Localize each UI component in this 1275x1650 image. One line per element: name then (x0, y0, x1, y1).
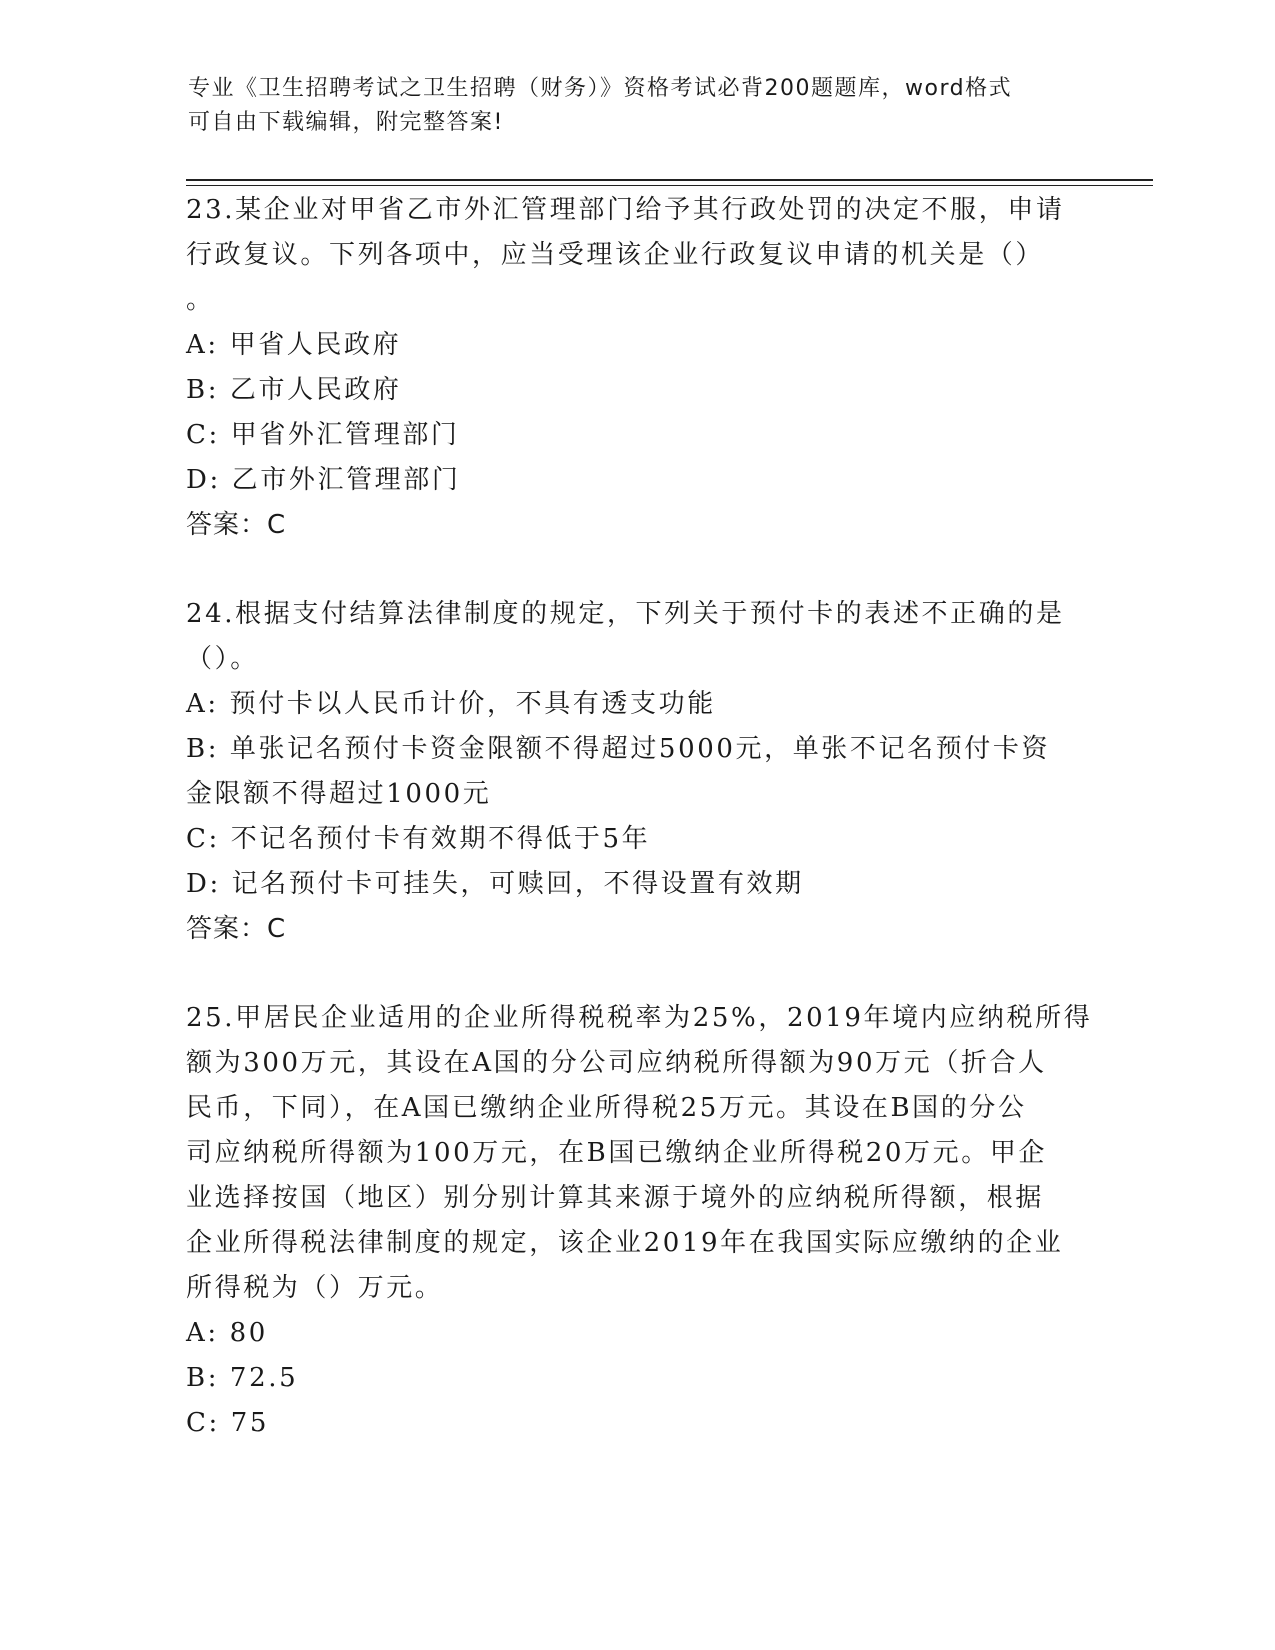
question-stem-line: 业选择按国（地区）别分别计算其来源于境外的应纳税所得额，根据 (186, 1183, 1045, 1213)
option-d: D: 记名预付卡可挂失，可赎回，不得设置有效期 (186, 869, 804, 899)
header-divider-thick (186, 179, 1153, 181)
option-b: B: 单张记名预付卡资金限额不得超过5000元，单张不记名预付卡资 (186, 734, 1051, 764)
question-stem-line: 行政复议。下列各项中，应当受理该企业行政复议申请的机关是（） (186, 240, 1045, 270)
question-list (186, 188, 1093, 1446)
option-b-continued: 金限额不得超过1000元 (186, 779, 492, 809)
header-divider-thin (186, 185, 1153, 186)
question-stem-line: 民币，下同），在A国已缴纳企业所得税25万元。其设在B国的分公 (186, 1093, 1027, 1123)
question-stem-line: 。 (186, 285, 215, 315)
option-b: B: 72.5 (186, 1363, 299, 1393)
option-b: B: 乙市人民政府 (186, 375, 402, 405)
question-stem-line: 所得税为（）万元。 (186, 1273, 444, 1303)
question-24 (186, 592, 1086, 952)
option-a: A: 预付卡以人民币计价，不具有透支功能 (186, 689, 716, 719)
question-stem-line: 24.根据支付结算法律制度的规定，下列关于预付卡的表述不正确的是 (186, 599, 1065, 629)
header-line-1: 专业《卫生招聘考试之卫生招聘（财务）》资格考试必背200题题库，word格式 (188, 76, 1013, 101)
question-25 (186, 996, 1093, 1446)
option-c: C: 75 (186, 1408, 270, 1438)
question-stem-line: 25.甲居民企业适用的企业所得税税率为25%，2019年境内应纳税所得 (186, 1003, 1093, 1033)
answer-line: 答案：C (186, 510, 287, 540)
option-a: A: 甲省人民政府 (186, 330, 402, 360)
option-c: C: 不记名预付卡有效期不得低于5年 (186, 824, 651, 854)
question-stem-line: 司应纳税所得额为100万元，在B国已缴纳企业所得税20万元。甲企 (186, 1138, 1048, 1168)
question-stem-line: 额为300万元，其设在A国的分公司应纳税所得额为90万元（折合人 (186, 1048, 1047, 1078)
question-stem-line: 23.某企业对甲省乙市外汇管理部门给予其行政处罚的决定不服，申请 (186, 195, 1065, 225)
document-header (188, 72, 1068, 140)
question-stem-line: （）。 (186, 644, 259, 674)
question-23 (186, 188, 1086, 548)
option-a: A: 80 (186, 1318, 268, 1348)
option-c: C: 甲省外汇管理部门 (186, 420, 460, 450)
answer-line: 答案：C (186, 914, 287, 944)
option-d: D: 乙市外汇管理部门 (186, 465, 461, 495)
header-line-2: 可自由下载编辑，附完整答案! (188, 110, 504, 135)
question-stem-line: 企业所得税法律制度的规定，该企业2019年在我国实际应缴纳的企业 (186, 1228, 1064, 1258)
